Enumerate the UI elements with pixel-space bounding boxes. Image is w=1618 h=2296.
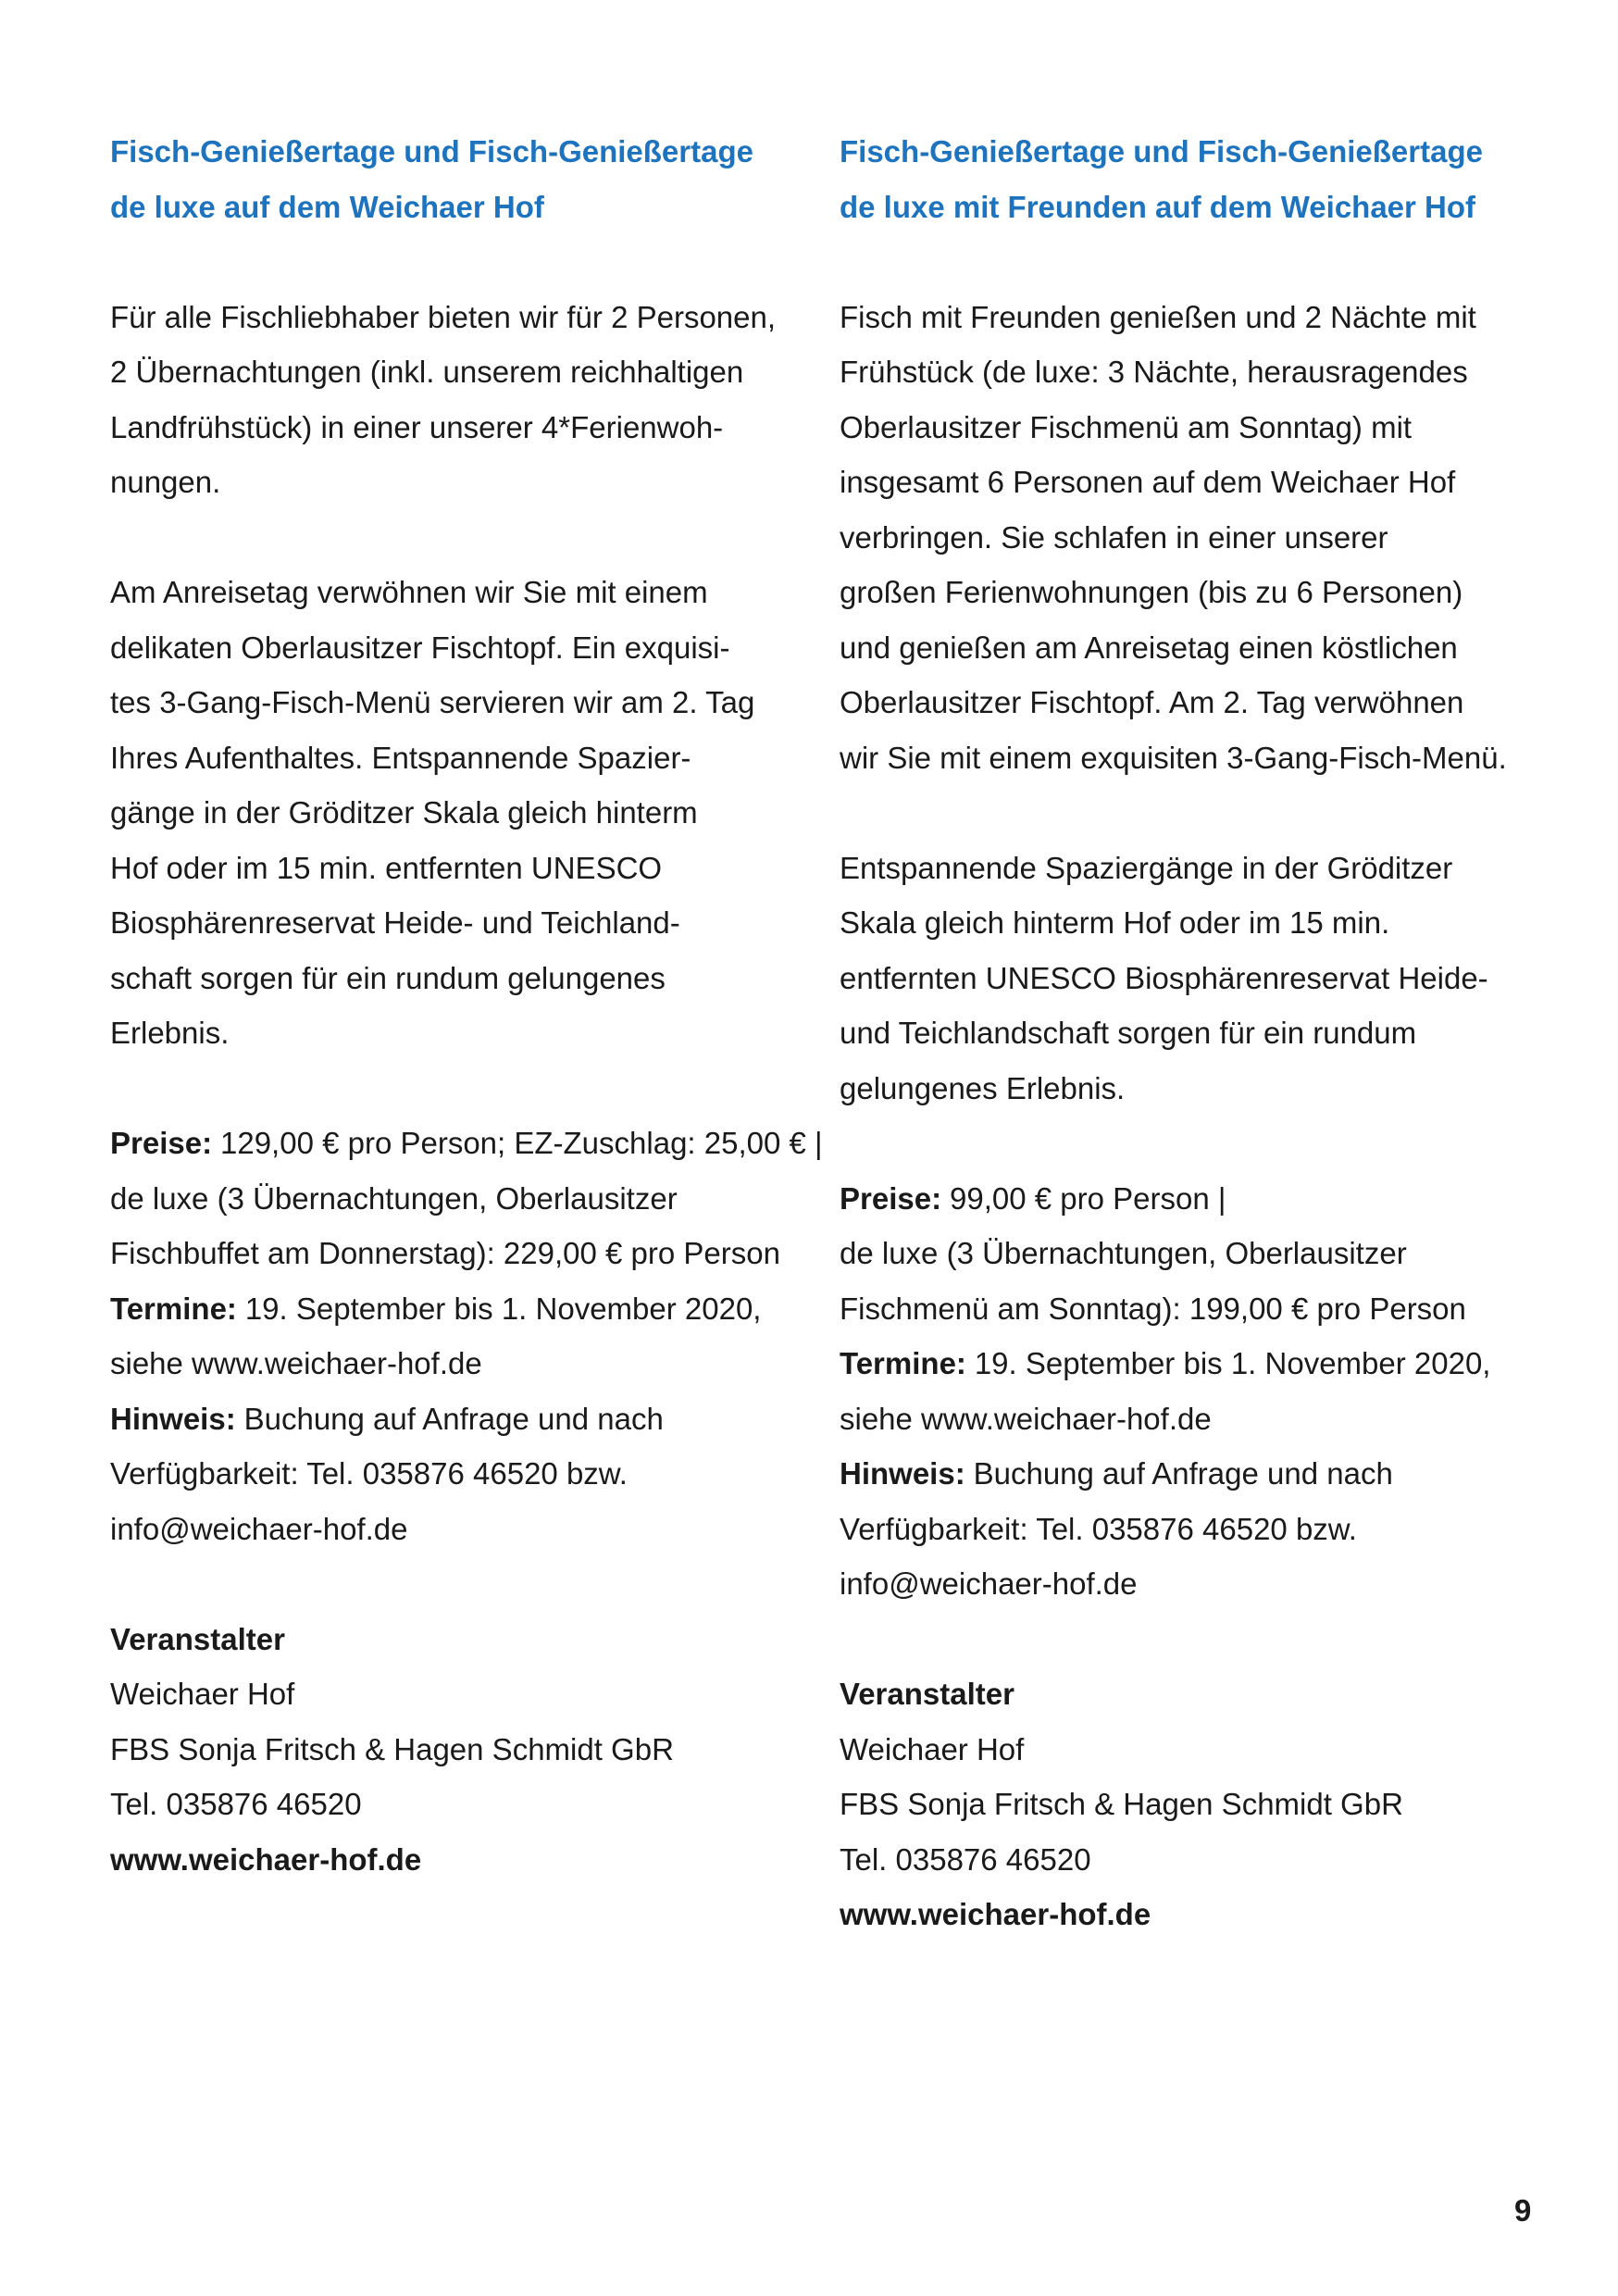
body-line: Ihres Aufenthaltes. Entspannende Spazier- <box>110 740 691 775</box>
body-line: Hof oder im 15 min. entfernten UNESCO <box>110 850 663 885</box>
spacer <box>840 1116 1552 1171</box>
prices-line <box>110 1116 823 1171</box>
body-line: Biosphärenreservat Heide- und Teichland- <box>110 905 680 940</box>
note-text: Buchung auf Anfrage und nach <box>243 1401 664 1436</box>
body-line: schaft sorgen für ein rundum gelungenes <box>110 960 666 995</box>
body-line: de luxe (3 Übernachtungen, Oberlausitzer <box>840 1236 1407 1270</box>
body-line: und Teichlandschaft sorgen für ein rundum <box>840 1016 1417 1050</box>
body-line: siehe www.weichaer-hof.de <box>840 1401 1212 1436</box>
organizer-name: Weichaer Hof <box>840 1731 1025 1766</box>
body-line: 2 Übernachtungen (inkl. unserem reichhaltigen <box>110 355 744 389</box>
left-column <box>110 124 823 1887</box>
body-line: Oberlausitzer Fischmenü am Sonntag) mit <box>840 409 1413 444</box>
right-details-paragraph <box>840 841 1552 1117</box>
left-heading <box>110 124 823 234</box>
note-line <box>840 1446 1552 1502</box>
body-line: nungen. <box>110 465 221 499</box>
dates-text: 19. September bis 1. November 2020, <box>974 1346 1491 1380</box>
organizer-website: www.weichaer-hof.de <box>110 1841 422 1877</box>
organizer-company: FBS Sonja Fritsch & Hagen Schmidt GbR <box>840 1787 1403 1821</box>
dates-label: Termine: <box>110 1291 237 1326</box>
spacer <box>840 785 1552 841</box>
left-details-paragraph <box>110 565 823 1061</box>
body-line: delikaten Oberlausitzer Fischtopf. Ein exquisi- <box>110 630 730 665</box>
body-line: Fisch mit Freunden genießen und 2 Nächte mit <box>840 299 1476 334</box>
left-organizer-block <box>110 1612 823 1888</box>
heading-line: Fisch-Genießertage und Fisch-Genießertage <box>110 134 753 168</box>
body-line: gelungenes Erlebnis. <box>840 1070 1126 1105</box>
right-heading <box>840 124 1552 234</box>
organizer-label: Veranstalter <box>110 1621 285 1656</box>
body-line: Verfügbarkeit: Tel. 035876 46520 bzw. <box>840 1511 1357 1546</box>
spacer <box>110 234 823 290</box>
body-line: Entspannende Spaziergänge in der Gröditzer <box>840 850 1453 885</box>
dates-line <box>110 1281 823 1337</box>
prices-label: Preise: <box>840 1180 942 1216</box>
organizer-label: Veranstalter <box>840 1677 1014 1711</box>
note-line <box>110 1391 823 1447</box>
right-info-block <box>840 1171 1552 1612</box>
spacer <box>840 234 1552 290</box>
body-line: entfernten UNESCO Biosphärenreservat Heide- <box>840 960 1488 995</box>
heading-line: de luxe mit Freunden auf dem Weichaer Hof <box>840 189 1476 224</box>
right-column <box>840 124 1552 1942</box>
prices-text: 129,00 € pro Person; EZ-Zuschlag: 25,00 € | <box>219 1126 823 1160</box>
body-line: Verfügbarkeit: Tel. 035876 46520 bzw. <box>110 1456 628 1491</box>
organizer-company: FBS Sonja Fritsch & Hagen Schmidt GbR <box>110 1731 674 1766</box>
email-line: info@weichaer-hof.de <box>840 1566 1138 1601</box>
body-line: großen Ferienwohnungen (bis zu 6 Personen) <box>840 575 1463 609</box>
body-line: Erlebnis. <box>110 1016 230 1050</box>
spacer <box>110 1061 823 1117</box>
body-line: insgesamt 6 Personen auf dem Weichaer Hof <box>840 465 1456 499</box>
body-line: wir Sie mit einem exquisiten 3-Gang-Fisch-Menü. <box>840 740 1507 775</box>
organizer-website: www.weichaer-hof.de <box>840 1897 1151 1931</box>
body-line: verbringen. Sie schlafen in einer unserer <box>840 519 1388 555</box>
body-line: Fischmenü am Sonntag): 199,00 € pro Person <box>840 1291 1466 1326</box>
body-line: und genießen am Anreisetag einen köstlichen <box>840 630 1458 665</box>
right-organizer-block <box>840 1666 1552 1942</box>
left-intro-paragraph <box>110 290 823 510</box>
dates-text: 19. September bis 1. November 2020, <box>244 1291 762 1326</box>
note-text: Buchung auf Anfrage und nach <box>973 1456 1393 1491</box>
organizer-phone: Tel. 035876 46520 <box>840 1841 1091 1877</box>
body-line: Für alle Fischliebhaber bieten wir für 2 Personen, <box>110 299 777 334</box>
organizer-phone: Tel. 035876 46520 <box>110 1787 362 1821</box>
body-line: Skala gleich hinterm Hof oder im 15 min. <box>840 905 1390 940</box>
prices-label: Preise: <box>110 1126 213 1160</box>
body-line: siehe www.weichaer-hof.de <box>110 1346 482 1380</box>
body-line: Am Anreisetag verwöhnen wir Sie mit einem <box>110 575 708 609</box>
body-line: gänge in der Gröditzer Skala gleich hinterm <box>110 795 698 830</box>
body-line: Fischbuffet am Donnerstag): 229,00 € pro Person <box>110 1236 780 1270</box>
organizer-name: Weichaer Hof <box>110 1677 295 1711</box>
body-line: tes 3-Gang-Fisch-Menü servieren wir am 2. Tag <box>110 685 755 719</box>
email-line: info@weichaer-hof.de <box>110 1511 408 1546</box>
dates-line <box>840 1336 1552 1391</box>
spacer <box>840 1612 1552 1667</box>
body-line: Oberlausitzer Fischtopf. Am 2. Tag verwöhnen <box>840 685 1464 719</box>
heading-line: Fisch-Genießertage und Fisch-Genießertage <box>840 134 1483 168</box>
dates-label: Termine: <box>840 1346 966 1380</box>
note-label: Hinweis: <box>840 1456 965 1491</box>
right-intro-paragraph <box>840 290 1552 786</box>
spacer <box>110 510 823 566</box>
heading-line: de luxe auf dem Weichaer Hof <box>110 189 544 224</box>
page-number: 9 <box>1514 2193 1532 2227</box>
prices-line <box>840 1171 1552 1227</box>
note-label: Hinweis: <box>110 1401 236 1436</box>
prices-text: 99,00 € pro Person | <box>949 1180 1226 1216</box>
body-line: Frühstück (de luxe: 3 Nächte, herausragendes <box>840 355 1468 389</box>
body-line: de luxe (3 Übernachtungen, Oberlausitzer <box>110 1180 678 1216</box>
body-line: Landfrühstück) in einer unserer 4*Ferienwoh- <box>110 409 724 444</box>
spacer <box>110 1556 823 1612</box>
left-info-block <box>110 1116 823 1556</box>
